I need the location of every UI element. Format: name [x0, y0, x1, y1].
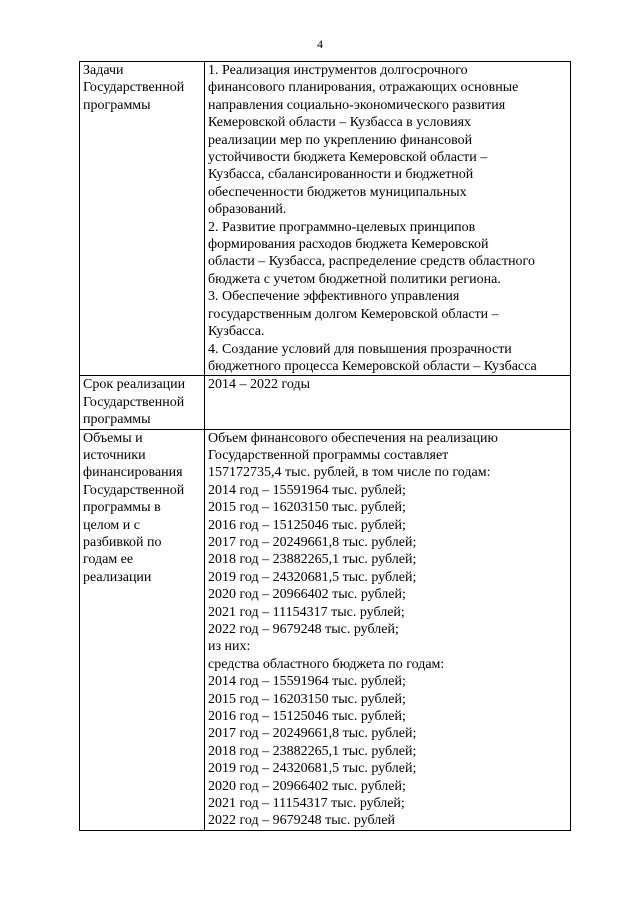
program-passport-table: [79, 61, 571, 831]
value-line: 2015 год – 16203150 тыс. рублей;: [208, 691, 406, 707]
value-line: 2018 год – 23882265,1 тыс. рублей;: [208, 552, 417, 568]
value-line: Кузбасса.: [208, 324, 265, 340]
value-line: 2019 год – 24320681,5 тыс. рублей;: [208, 761, 417, 777]
value-line: 2015 год – 16203150 тыс. рублей;: [208, 500, 406, 516]
table-row: [80, 62, 571, 376]
label-line: годам ее: [83, 552, 134, 568]
value-line: 2022 год – 9679248 тыс. рублей: [208, 813, 395, 829]
value-line: образований.: [208, 202, 287, 218]
label-line: Государственной: [83, 482, 185, 498]
value-line: 2018 год – 23882265,1 тыс. рублей;: [208, 743, 417, 759]
value-line: 157172735,4 тыс. рублей, в том числе по годам:: [208, 465, 491, 481]
value-line: 2020 год – 20966402 тыс. рублей;: [208, 587, 406, 603]
value-line: 2020 год – 20966402 тыс. рублей;: [208, 778, 406, 794]
value-line: обеспеченности бюджетов муниципальных: [208, 184, 467, 200]
value-line: 2017 год – 20249661,8 тыс. рублей;: [208, 726, 417, 742]
label-line: Государственной: [83, 80, 185, 96]
label-line: разбивкой по: [83, 534, 162, 550]
label-line: источники: [83, 447, 146, 463]
label-line: программы: [83, 97, 151, 113]
value-line: 2014 год – 15591964 тыс. рублей;: [208, 482, 406, 498]
value-line: 2019 год – 24320681,5 тыс. рублей;: [208, 569, 417, 585]
value-line: бюджета с учетом бюджетной политики региона.: [208, 271, 501, 287]
value-line: 2016 год – 15125046 тыс. рублей;: [208, 709, 406, 725]
value-line: финансового планирования, отражающих основные: [208, 80, 519, 96]
label-line: Государственной: [83, 394, 185, 410]
value-line: Кузбасса, сбалансированности и бюджетной: [208, 167, 474, 183]
value-line: 2022 год – 9679248 тыс. рублей;: [208, 622, 399, 637]
label-line: Объемы и: [83, 430, 143, 446]
value-line: 3. Обеспечение эффективного управления: [208, 289, 460, 305]
value-line: бюджетного процесса Кемеровской области – Кузбасса: [208, 358, 537, 374]
value-line: области – Кузбасса, распределение средств областного: [208, 254, 535, 270]
row-value-cell: [205, 429, 571, 830]
value-line: 1. Реализация инструментов долгосрочного: [208, 63, 468, 78]
value-line: 2014 год – 15591964 тыс. рублей;: [208, 674, 406, 690]
value-line: государственным долгом Кемеровской области –: [208, 306, 499, 322]
label-line: финансирования: [83, 465, 183, 481]
table-row: [80, 429, 571, 830]
label-line: программы: [83, 412, 151, 428]
value-line: 2017 год – 20249661,8 тыс. рублей;: [208, 534, 417, 550]
value-line: средства областного бюджета по годам:: [208, 656, 445, 672]
value-line: Объем финансового обеспечения на реализацию: [208, 430, 498, 446]
value-line: из них:: [208, 639, 251, 655]
label-line: реализации: [83, 569, 152, 585]
value-line: направления социально-экономического развития: [208, 97, 506, 113]
label-line: Задачи: [83, 63, 124, 78]
value-line: 2021 год – 11154317 тыс. рублей;: [208, 796, 405, 812]
row-label-cell: [80, 376, 205, 429]
row-value-cell: [205, 376, 571, 429]
value-line: 2021 год – 11154317 тыс. рублей;: [208, 604, 405, 620]
value-line: устойчивости бюджета Кемеровской области –: [208, 150, 488, 166]
table-row: [80, 376, 571, 429]
value-line: 4. Создание условий для повышения прозрачности: [208, 341, 512, 357]
value-line: Кемеровской области – Кузбасса в условиях: [208, 115, 472, 131]
value-line: 2016 год – 15125046 тыс. рублей;: [208, 517, 406, 533]
row-label-cell: [80, 429, 205, 830]
value-line: 2014 – 2022 годы: [208, 377, 311, 393]
value-line: Государственной программы составляет: [208, 447, 449, 463]
row-value-cell: [205, 62, 571, 376]
page-number: 4: [317, 37, 323, 51]
value-line: реализации мер по укреплению финансовой: [208, 132, 473, 148]
value-line: формирования расходов бюджета Кемеровской: [208, 237, 489, 253]
label-line: целом и с: [83, 517, 140, 533]
value-line: 2. Развитие программно-целевых принципов: [208, 219, 476, 235]
row-label-cell: [80, 62, 205, 376]
table-body: [80, 62, 571, 831]
label-line: Срок реализации: [83, 377, 186, 393]
label-line: программы в: [83, 500, 161, 516]
